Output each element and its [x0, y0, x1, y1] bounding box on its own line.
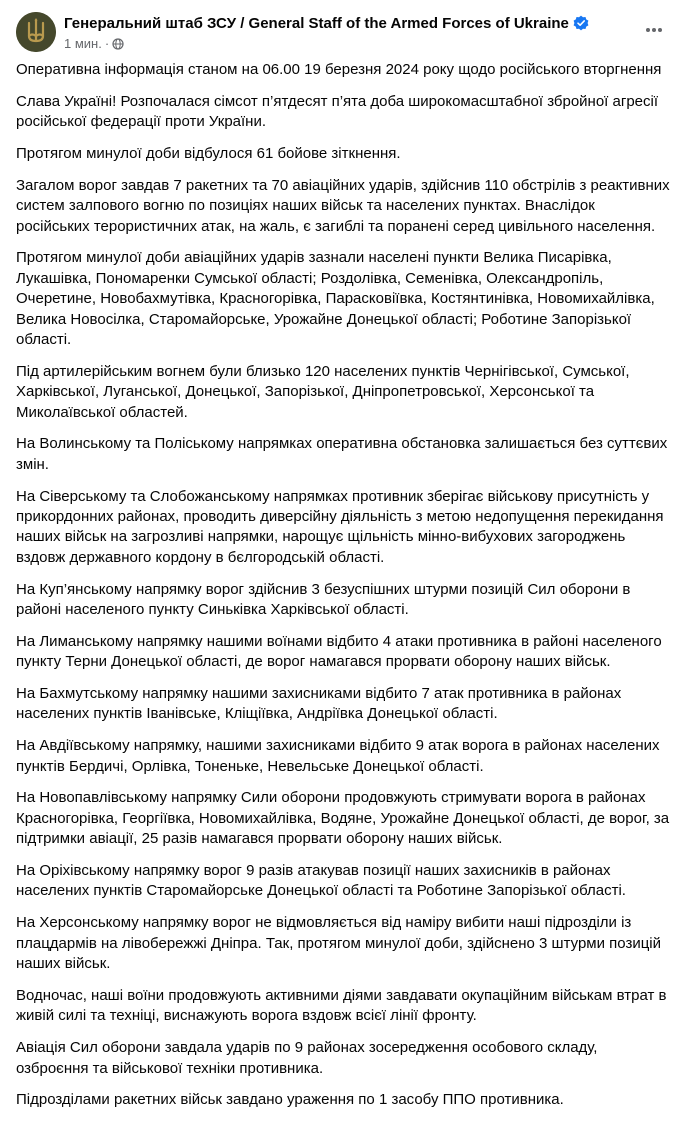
post-paragraph: На Авдіївському напрямку, нашими захисниками відбито 9 атак ворога в районах населених пунктів Бердичі, Орлівка, Тоненьке, Невельське Донецької області. [16, 737, 660, 775]
post-paragraph: На Лиманському напрямку нашими воїнами відбито 4 атаки противника в районі населеного пункту Терни Донецької області, де ворог намагався прорвати оборону наших військ. [16, 632, 662, 671]
author-name-link[interactable]: Генеральний штаб ЗСУ / General Staff of the Armed Forces of Ukraine [64, 15, 569, 32]
post-header [16, 12, 666, 54]
globe-icon[interactable] [112, 38, 124, 50]
post-paragraph: Слава Україні! Розпочалася сімсот п’ятдесят п’ята доба широкомасштабної збройної агресії російської федерації проти України. [16, 92, 659, 131]
avatar[interactable] [16, 12, 56, 52]
trident-emblem-icon [16, 12, 56, 52]
post-paragraph: На Оріхівському напрямку ворог 9 разів атакував позиції наших захисників в районах населених пунктів Старомайорське Донецької області та Роботине Запорізької області. [16, 862, 626, 900]
post-paragraph: Протягом минулої доби авіаційних ударів зазнали населені пункти Велика Писарівка, Лукашівка, Пономаренки Сумської області; Роздолівка, Семенівка, Олександропіль, Очеретине, Новобахмутівка, Красногорівка, Парасковіївка, Костянтинівка, Новомихайлівка, Велика Новосілка, Старомайорське, Урожайне Донецької області; Роботине Запорізької області. [16, 249, 655, 349]
post-paragraph: На Бахмутському напрямку нашими захисниками відбито 7 атак противника в районах населених пунктів Іванівське, Кліщіївка, Андріївка Донецької області. [16, 685, 622, 723]
post-paragraph: Загалом ворог завдав 7 ракетних та 70 авіаційних ударів, здійснив 110 обстрілів з реактивних систем залпового вогню по позиціях наших військ та населених пунктах. Внаслідок російських терористичних атак, на жаль, є загиблі та поранені серед цивільного населення. [16, 176, 670, 235]
post-paragraph: На Херсонському напрямку ворог не відмовляється від наміру вибити наші підрозділи із плацдармів на лівобережжі Дніпра. Так, протягом минулої доби, здійснено 3 штурми позицій наших військ. [16, 914, 662, 973]
meta-separator: · [104, 36, 110, 51]
more-options-button[interactable] [642, 20, 666, 40]
post-paragraph: Підрозділами ракетних військ завдано ураження по 1 засобу ППО противника. [16, 1091, 564, 1109]
post-paragraph: На Волинському та Поліському напрямках оперативна обстановка залишається без суттєвих змін. [16, 435, 668, 473]
post-paragraph: Протягом минулої доби відбулося 61 бойове зіткнення. [16, 145, 401, 162]
post-paragraph: Водночас, наші воїни продовжують активними діями завдавати окупаційним військам втрат в живій силі та техніці, виснажують ворога вздовж всієї лінії фронту. [16, 986, 667, 1025]
post-paragraph: Оперативна інформація станом на 06.00 19 березня 2024 року щодо російського вторгнення [16, 61, 662, 78]
post-meta [64, 36, 124, 52]
author-line [64, 14, 626, 34]
post-paragraph: На Сіверському та Слобожанському напрямках противник зберігає військову присутність у прикордонних районах, проводить диверсійну діяльність з метою недопущення перекидання наших військ на загрозливі напрямки, нарощує щільність мінно-вибухових загороджень вздовж державного кордону в бєлгородській області. [16, 487, 664, 566]
post-paragraph: Авіація Сил оборони завдала ударів по 9 районах зосередження особового складу, озброєння та військової техніки противника. [16, 1039, 598, 1077]
post-paragraph: На Куп’янському напрямку ворог здійснив 3 безуспішних штурми позицій Сил оборони в районі населеного пункту Синьківка Харківської області. [16, 580, 631, 619]
more-options-icon [644, 20, 664, 40]
post-paragraph: Під артилерійським вогнем були близько 120 населених пунктів Чернігівської, Сумської, Харківської, Луганської, Донецької, Запорізької, Дніпропетровської, Херсонської та Миколаївської областей. [16, 362, 630, 421]
verified-badge-icon [573, 15, 589, 31]
post-body [16, 60, 670, 1122]
post-paragraph: На Новопавлівському напрямку Сили оборони продовжують стримувати ворога в районах Красногорівка, Георгіївка, Новомихайлівка, Водяне, Урожайне Донецької області, де ворог, за підтримки авіації, 25 разів намагався прорвати оборону наших військ. [16, 789, 670, 848]
post-timestamp[interactable]: 1 мин. [64, 36, 102, 51]
